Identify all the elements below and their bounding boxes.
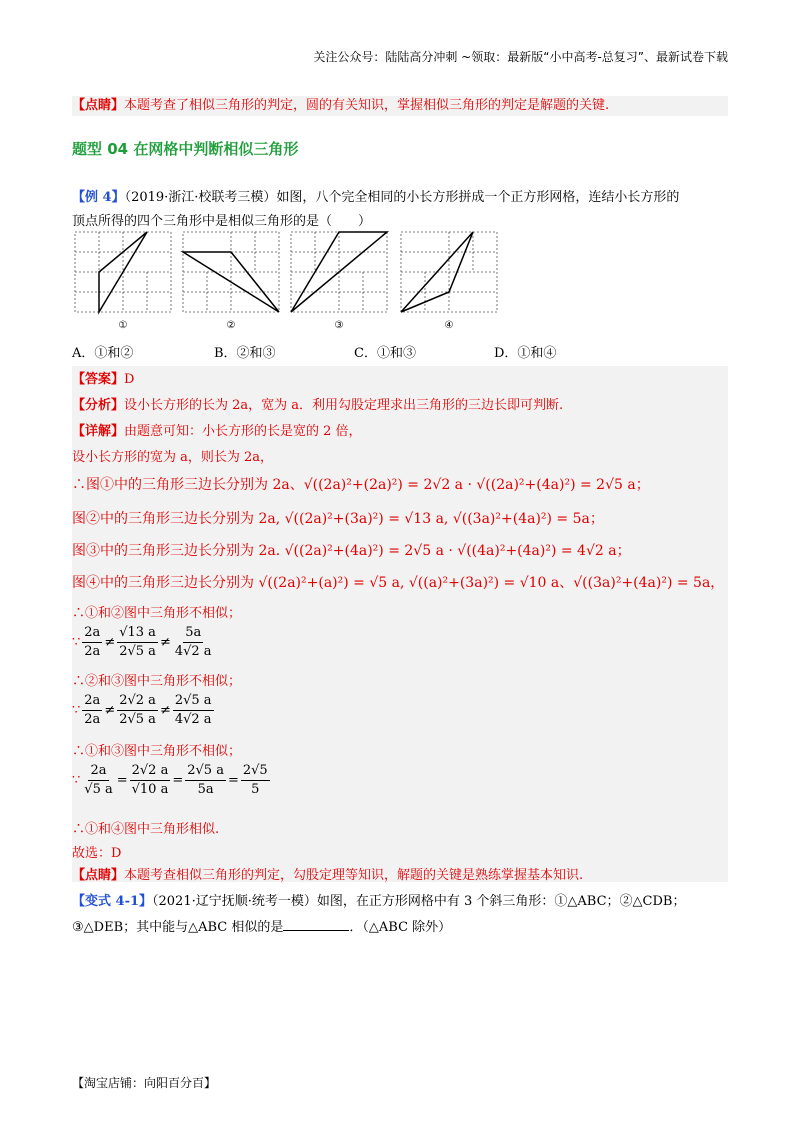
analysis-text: 设小长方形的长为 2a，宽为 a．利用勾股定理求出三角形的三边长即可判断. — [124, 398, 564, 413]
conclusion-1: ∴①和②图中三角形不相似； — [72, 606, 242, 621]
example-line-1 — [72, 186, 679, 205]
relation-symbol: = — [116, 773, 128, 788]
denominator: 2a — [84, 712, 101, 727]
denominator: 2a — [84, 644, 101, 659]
numerator: 2√5 a — [173, 692, 214, 711]
fraction — [82, 762, 114, 799]
point-tag: 【点睛】 — [72, 868, 125, 883]
fraction — [82, 624, 102, 661]
figure-4 — [401, 232, 497, 331]
figure-1 — [75, 232, 171, 331]
denominator: √5 a — [84, 782, 113, 797]
detail-line-1 — [72, 420, 362, 439]
figure-2 — [183, 232, 279, 331]
relation-symbol: ≠ — [104, 635, 116, 650]
denominator: 4√2 a — [174, 712, 212, 727]
fig-label-4: ④ — [444, 320, 454, 331]
option-a: A．①和② — [72, 346, 134, 361]
conclusion-4: ∴①和④图中三角形相似. — [72, 822, 220, 837]
fig1-sides: ∴图①中的三角形三边长分别为 2a、√((2a)²+(2a)²) = 2√2 a · √((2a)²+(4a)²) = 2√5 a； — [72, 477, 650, 493]
choice-line: 故选：D — [72, 846, 122, 861]
grid-figures-svg — [75, 232, 454, 334]
variant-tag: 【变式 4-1】 — [72, 894, 153, 909]
denominator: 4√2 a — [174, 644, 212, 659]
variant-text-2a: ③△DEB；其中能与△ABC 相似的是 — [72, 920, 284, 935]
analysis-line — [72, 394, 563, 413]
page-footer: 【淘宝店铺：向阳百分百】 — [72, 1076, 217, 1090]
denominator: √10 a — [131, 782, 169, 797]
fig3-sides: 图③中的三角形三边长分别为 2a. √((2a)²+(4a)²) = 2√5 a · √((4a)²+(4a)²) = 4√2 a； — [72, 543, 631, 559]
numerator: 2a — [82, 624, 102, 643]
detail-line-2: 设小长方形的宽为 a，则长为 2a， — [72, 450, 274, 465]
variant-text-1: （2021·辽宁抚顺·统考一模）如图，在正方形网格中有 3 个斜三角形：①△ABC；②△CDB； — [152, 894, 686, 909]
because-symbol: ∵ — [72, 773, 81, 788]
detail-tag: 【详解】 — [72, 424, 125, 439]
variant-text-2b: ．（△ABC 除外） — [349, 920, 452, 935]
point-line — [72, 864, 583, 883]
because-symbol: ∵ — [72, 635, 81, 650]
fraction — [117, 692, 158, 729]
denominator: 2√5 a — [119, 644, 156, 659]
numerator: 2√2 a — [130, 762, 171, 781]
conclusion-2: ∴②和③图中三角形不相似； — [72, 674, 242, 689]
answer-blank[interactable] — [283, 918, 349, 931]
page-header: 关注公众号：陆陆高分冲刺 ~领取：最新版“小中高考-总复习”、最新试卷下载 — [313, 50, 728, 64]
fraction — [82, 692, 102, 729]
figure-3 — [291, 232, 387, 331]
numerator: 2a — [82, 692, 102, 711]
prev-point-text: 本题考查了相似三角形的判定，圆的有关知识，掌握相似三角形的判定是解题的关键. — [124, 98, 610, 113]
numerator: 2√5 — [241, 762, 270, 781]
point-text: 本题考查相似三角形的判定，勾股定理等知识，解题的关键是熟练掌握基本知识. — [124, 868, 584, 883]
fig2-sides: 图②中的三角形三边长分别为 2a, √((2a)²+(3a)²) = √13 a, √((3a)²+(4a)²) = 5a； — [72, 511, 604, 527]
grid-figures — [75, 232, 454, 338]
fraction — [117, 624, 158, 661]
option-c: C．①和③ — [354, 346, 416, 361]
denominator: 5 — [251, 782, 260, 797]
detail-text-1: 由题意可知：小长方形的长是宽的 2 倍， — [124, 424, 362, 439]
ratio-1 — [72, 624, 216, 661]
relation-symbol: = — [172, 773, 184, 788]
fraction — [241, 762, 270, 799]
ratio-3 — [72, 762, 272, 799]
fig-label-3: ③ — [334, 320, 344, 331]
denominator: 2√5 a — [119, 712, 156, 727]
denominator: 5a — [197, 782, 214, 797]
fig-label-2: ② — [226, 320, 236, 331]
fraction — [130, 762, 171, 799]
section-title: 题型 04 在网格中判断相似三角形 — [72, 140, 299, 158]
conclusion-3: ∴①和③图中三角形不相似； — [72, 744, 242, 759]
variant-line-1 — [72, 890, 685, 909]
example-text-1: （2019·浙江·校联考三模）如图，八个完全相同的小长方形拼成一个正方形网格，连结小长方形的 — [124, 190, 680, 205]
relation-symbol: ≠ — [159, 703, 171, 718]
fraction — [173, 624, 214, 661]
because-symbol: ∵ — [72, 703, 81, 718]
fig4-sides: 图④中的三角形三边长分别为 √((2a)²+(a)²) = √5 a, √((a)²+(3a)²) = √10 a、√((3a)²+(4a)²) = 5a， — [72, 575, 725, 591]
answer-text: D — [124, 372, 135, 387]
relation-symbol: ≠ — [159, 635, 171, 650]
prev-point-line — [72, 96, 728, 116]
numerator: 2√2 a — [117, 692, 158, 711]
answer-tag: 【答案】 — [72, 372, 125, 387]
numerator: 2a — [88, 762, 108, 781]
relation-symbol: = — [227, 773, 239, 788]
numerator: 2√5 a — [185, 762, 226, 781]
prev-point-tag: 【点睛】 — [72, 98, 125, 113]
fig-label-1: ① — [118, 320, 128, 331]
fraction — [173, 692, 214, 729]
option-d: D．①和④ — [494, 346, 557, 361]
answer-line — [72, 368, 134, 387]
options-row — [72, 342, 556, 361]
variant-line-2 — [72, 916, 451, 935]
analysis-tag: 【分析】 — [72, 398, 125, 413]
ratio-2 — [72, 692, 216, 729]
fraction — [185, 762, 226, 799]
example-tag: 【例 4】 — [72, 190, 125, 205]
option-b: B．②和③ — [214, 346, 276, 361]
numerator: √13 a — [117, 624, 158, 643]
relation-symbol: ≠ — [104, 703, 116, 718]
example-line-2: 顶点所得的四个三角形中是相似三角形的是（ ） — [72, 214, 372, 229]
numerator: 5a — [183, 624, 203, 643]
